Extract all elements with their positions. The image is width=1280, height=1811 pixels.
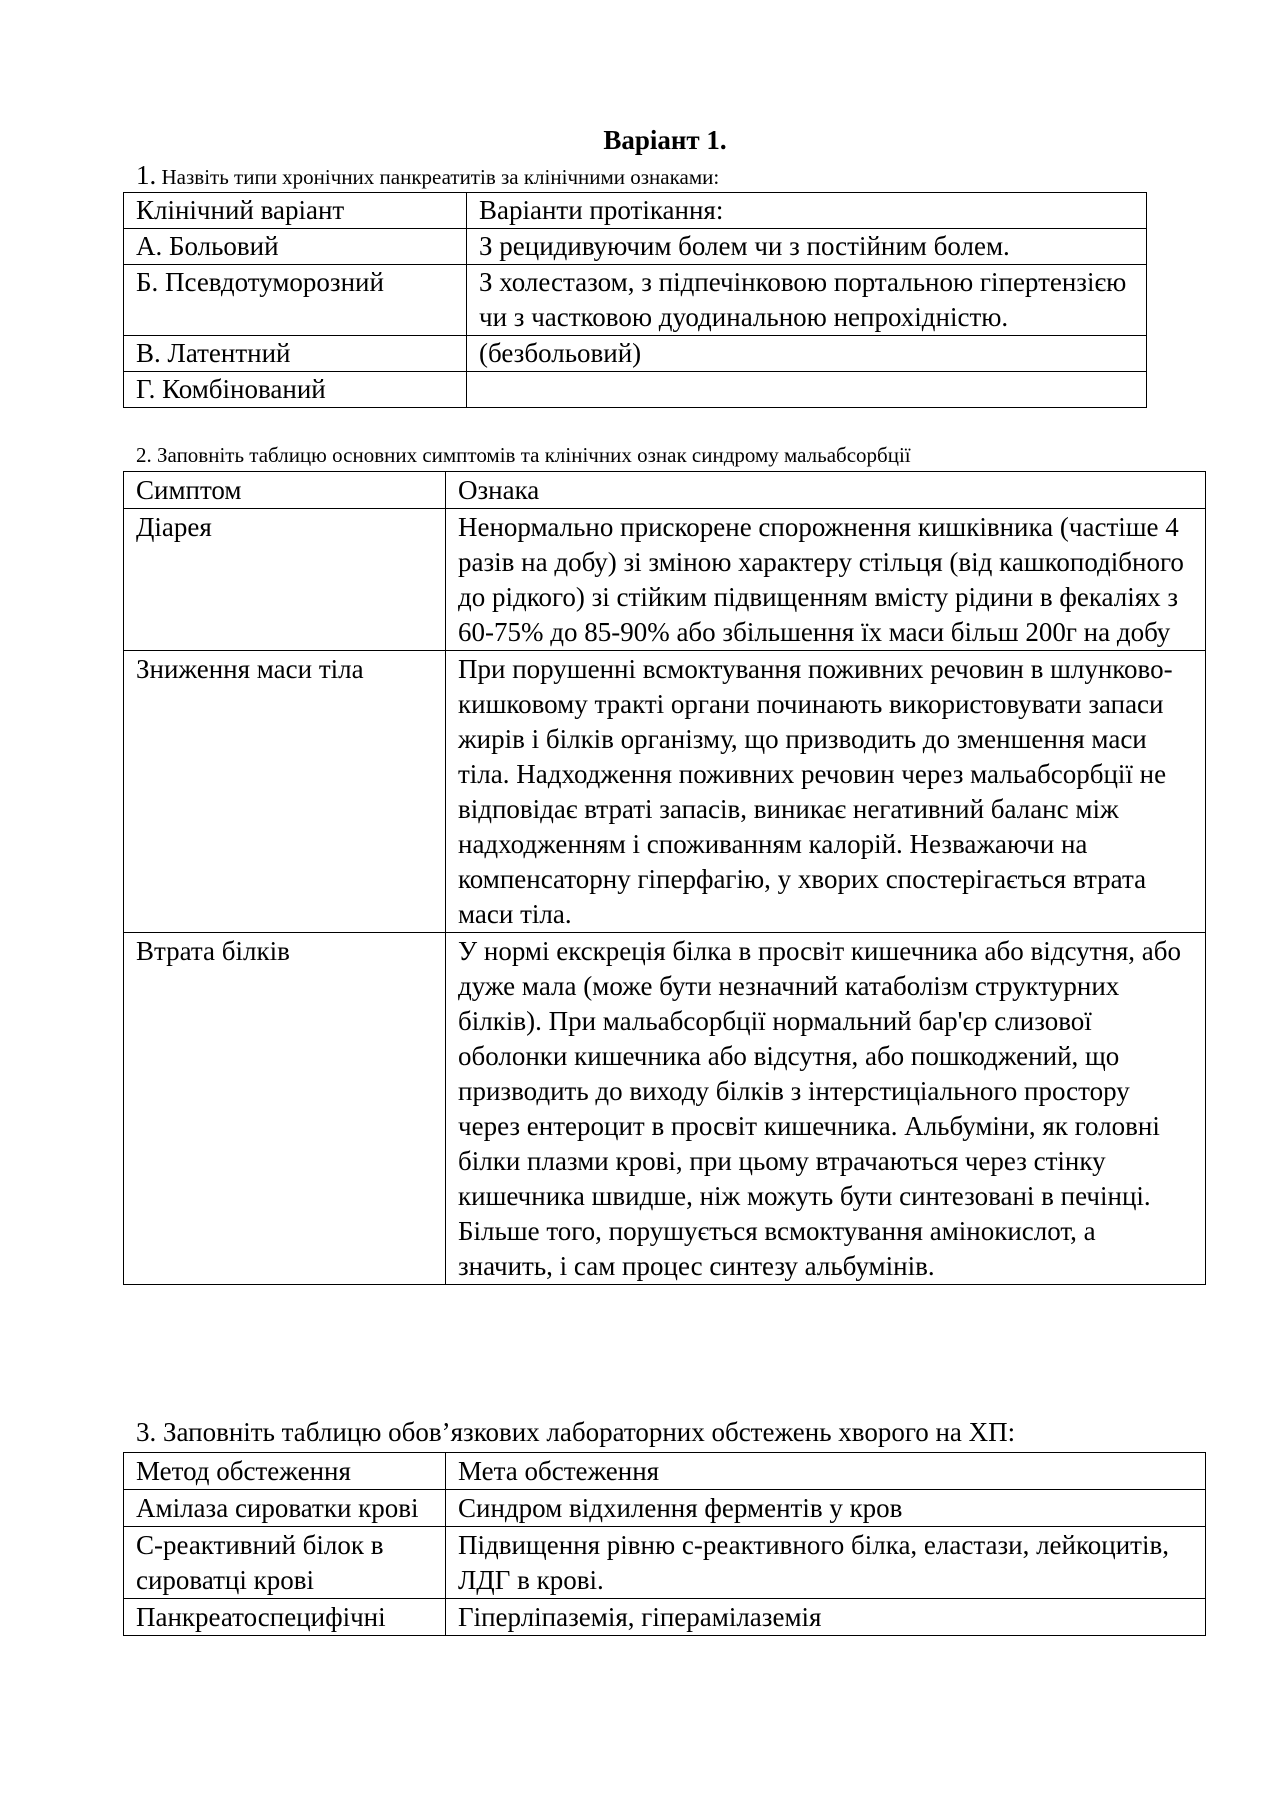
table-cell: При порушенні всмоктування поживних речовин в шлунково-кишковому тракті органи починають використовувати запаси жирів і білків організму, що призводить до зменшення маси тіла. Надходження поживних речовин через мальабсорбції не відповідає втраті запасів, виникає негативний баланс між надходженням і споживанням калорій. Незважаючи на компенсаторну гіперфагію, у хворих спостерігається втрата маси тіла. — [446, 651, 1206, 933]
table-header-row — [124, 1453, 1206, 1490]
table-cell: Б. Псевдотуморозний — [124, 265, 467, 336]
table-row — [124, 229, 1147, 265]
table-cell: С-реактивний білок в сироватці крові — [124, 1527, 446, 1599]
question-1-text: Назвіть типи хронічних панкреатитів за клінічними ознаками: — [161, 165, 720, 189]
table-row — [124, 1599, 1206, 1636]
table-header-cell: Варіанти протікання: — [467, 193, 1147, 229]
table-header-cell: Симптом — [124, 472, 446, 509]
table-row — [124, 336, 1147, 372]
table-cell — [467, 372, 1147, 408]
table-cell: Діарея — [124, 509, 446, 651]
pancreatitis-types-table — [123, 192, 1147, 408]
table-cell: Панкреатоспецифічні — [124, 1599, 446, 1636]
table-cell: Втрата білків — [124, 933, 446, 1285]
table-row — [124, 933, 1206, 1285]
table-cell: Амілаза сироватки крові — [124, 1490, 446, 1527]
malabsorption-symptoms-table — [123, 471, 1206, 1285]
table-cell: З рецидивуючим болем чи з постійним болем. — [467, 229, 1147, 265]
table-cell: (безбольовий) — [467, 336, 1147, 372]
question-3-text: 3. Заповніть таблицю обов’язкових лабораторних обстежень хворого на ХП: — [136, 1417, 1016, 1447]
table-row — [124, 651, 1206, 933]
table-cell: Підвищення рівню с-реактивного білка, еластази, лейкоцитів, ЛДГ в крові. — [446, 1527, 1206, 1599]
table-cell: З холестазом, з підпечінковою портальною гіпертензією чи з частковою дуодинальною непрохідністю. — [467, 265, 1147, 336]
question-2-text: 2. Заповніть таблицю основних симптомів та клінічних ознак синдрому мальабсорбції — [136, 443, 911, 467]
table-cell: Синдром відхилення ферментів у кров — [446, 1490, 1206, 1527]
table-cell: Зниження маси тіла — [124, 651, 446, 933]
table-cell: Г. Комбінований — [124, 372, 467, 408]
table-row — [124, 372, 1147, 408]
lab-tests-table — [123, 1452, 1206, 1636]
table-header-cell: Мета обстеження — [446, 1453, 1206, 1490]
question-1 — [136, 162, 719, 190]
question-1-number: 1. — [136, 160, 157, 190]
table-row — [124, 1527, 1206, 1599]
table-cell: Гіперліпаземія, гіперамілаземія — [446, 1599, 1206, 1636]
table-row — [124, 1490, 1206, 1527]
table-cell: А. Больовий — [124, 229, 467, 265]
table-row — [124, 265, 1147, 336]
table-row — [124, 509, 1206, 651]
table-header-cell: Метод обстеження — [124, 1453, 446, 1490]
table-header-row — [124, 193, 1147, 229]
page-title: Варіант 1. — [603, 125, 727, 155]
table-header-row — [124, 472, 1206, 509]
table-cell: Ненормально прискорене спорожнення кишківника (частіше 4 разів на добу) зі зміною характеру стільця (від кашкоподібного до рідкого) зі стійким підвищенням вмісту рідини в фекаліях з 60-75% до 85-90% або збільшення їх маси більш 200г на добу — [446, 509, 1206, 651]
table-header-cell: Ознака — [446, 472, 1206, 509]
table-cell: В. Латентний — [124, 336, 467, 372]
table-header-cell: Клінічний варіант — [124, 193, 467, 229]
table-cell: У нормі екскреція білка в просвіт кишечника або відсутня, або дуже мала (може бути незначний катаболізм структурних білків). При мальабсорбції нормальний бар'єр слизової оболонки кишечника або відсутня, або пошкоджений, що призводить до виходу білків з інтерстиціального простору через ентероцит в просвіт кишечника. Альбуміни, як головні білки плазми крові, при цьому втрачаються через стінку кишечника швидше, ніж можуть бути синтезовані в печінці. Більше того, порушується всмоктування амінокислот, а значить, і сам процес синтезу альбумінів. — [446, 933, 1206, 1285]
